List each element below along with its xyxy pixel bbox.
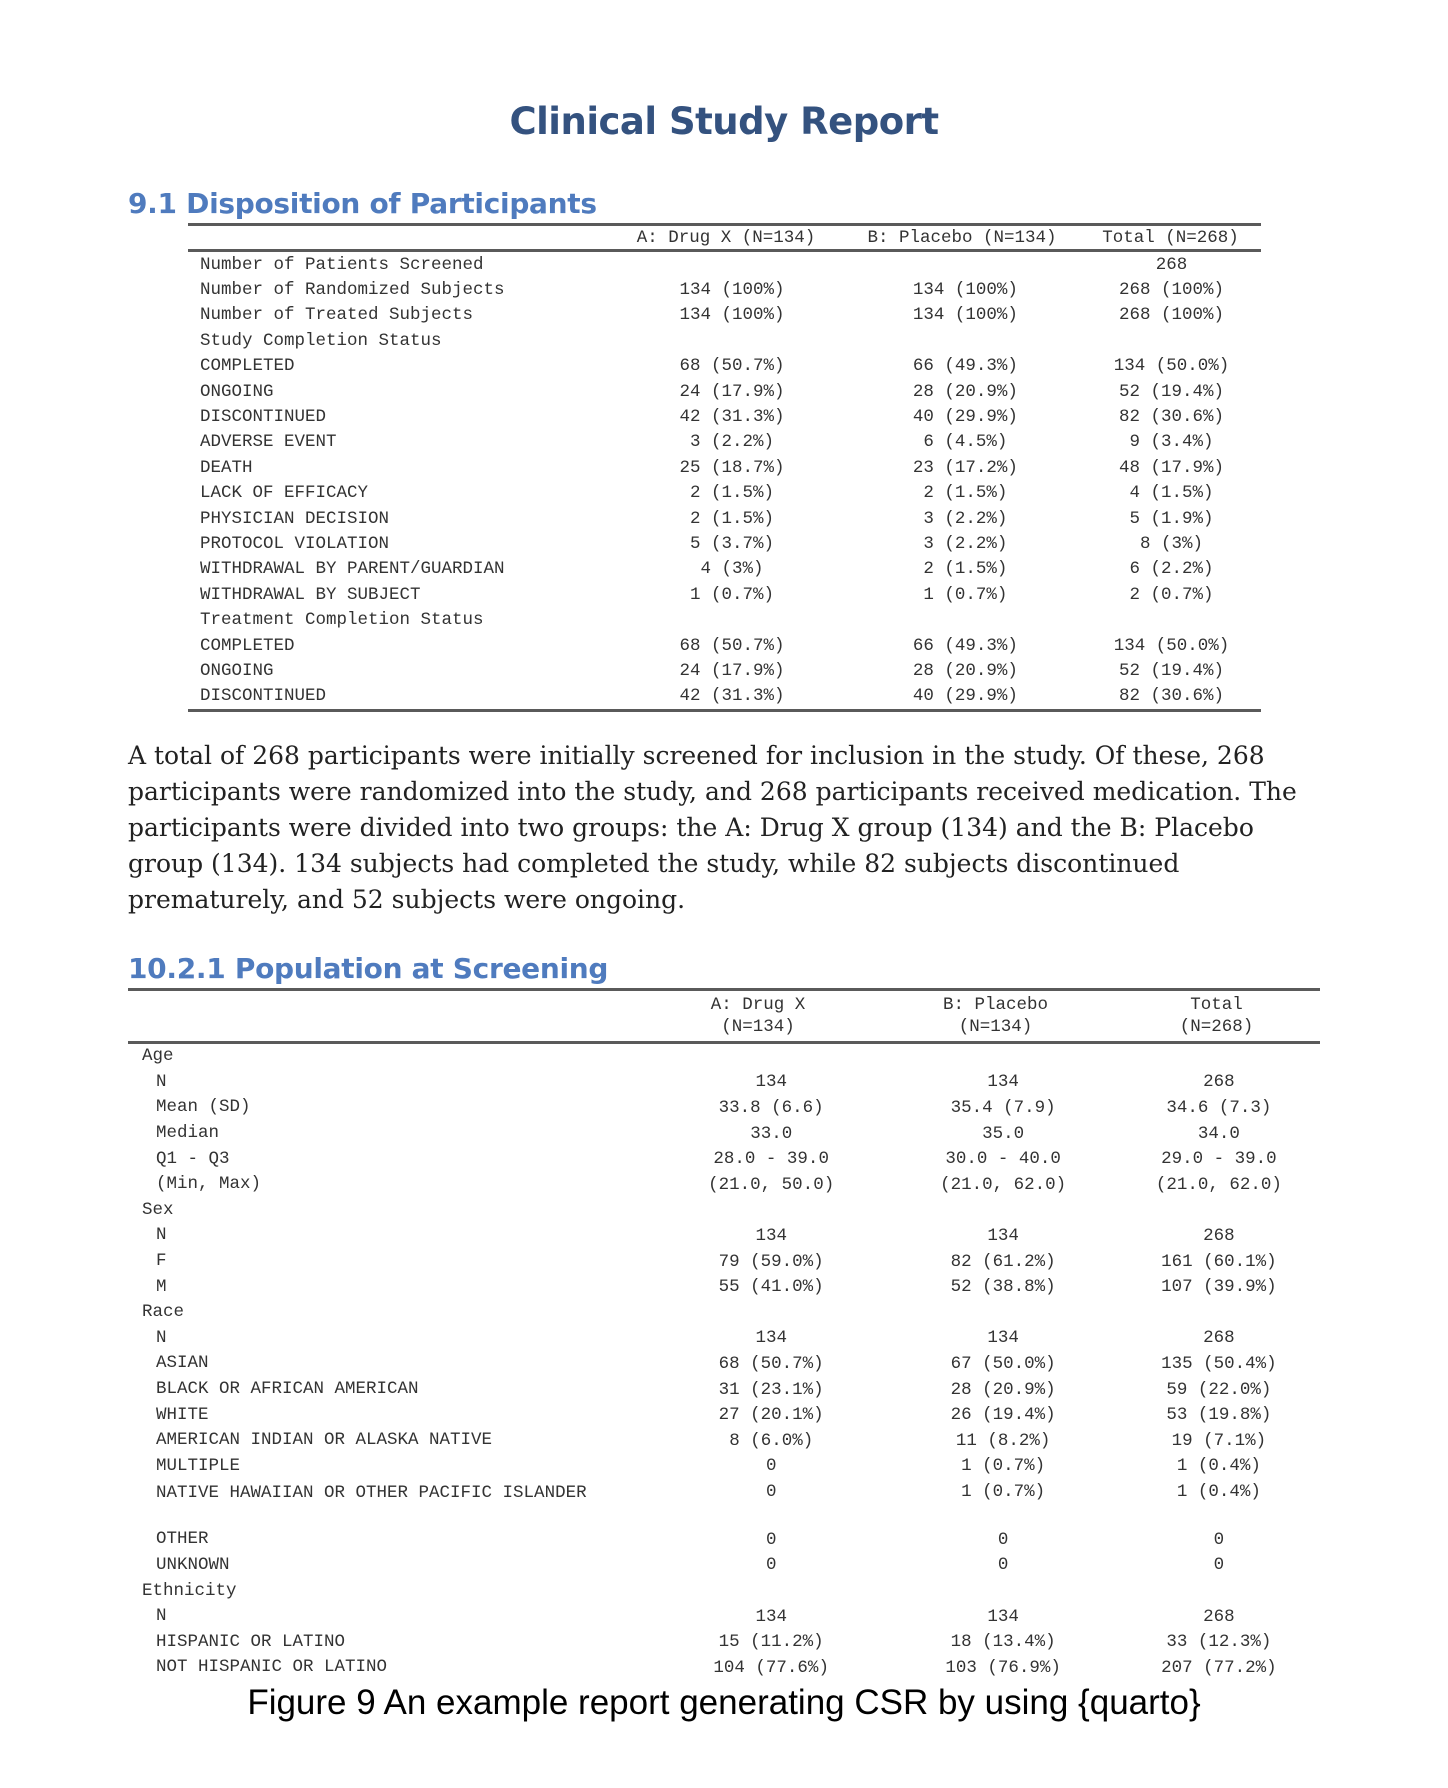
- table-cell: 1 (0.7%): [689, 584, 774, 605]
- table-cell: 5 (1.9%): [1129, 508, 1214, 529]
- table-cell: 134 (50.0%): [1113, 635, 1230, 656]
- table-row: [128, 1121, 1320, 1147]
- table-cell: (21.0, 50.0): [708, 1174, 835, 1195]
- table-cell: 34.6 (7.3): [1166, 1097, 1272, 1118]
- row-label: PHYSICIAN DECISION: [200, 508, 390, 529]
- table-cell: (21.0, 62.0): [1155, 1174, 1282, 1195]
- table-cell: 31 (23.1%): [718, 1379, 824, 1400]
- row-group-label: Age: [142, 1046, 174, 1067]
- table-cell: 34.0: [1197, 1123, 1240, 1144]
- population-table: [128, 988, 1320, 1681]
- row-group-label: Number of Patients Screened: [200, 254, 484, 275]
- table-cell: 29.0 - 39.0: [1161, 1149, 1277, 1170]
- table-cell: 135 (50.4%): [1161, 1353, 1277, 1374]
- row-label: F: [156, 1251, 167, 1272]
- column-header-name: Total: [1190, 995, 1243, 1015]
- table-cell: 66 (49.3%): [912, 635, 1018, 656]
- row-group-label: Study Completion Status: [200, 330, 442, 351]
- table-row: [128, 1454, 1320, 1480]
- table-cell: 40 (29.9%): [912, 686, 1018, 707]
- row-label: AMERICAN INDIAN OR ALASKA NATIVE: [156, 1430, 493, 1451]
- row-label: ASIAN: [156, 1353, 209, 1374]
- table-cell: 9 (3.4%): [1129, 432, 1214, 453]
- table-row: [128, 1300, 1320, 1326]
- column-header-drug-x: A: Drug X (N=134): [636, 227, 816, 248]
- table-cell: 33 (12.3%): [1166, 1632, 1272, 1653]
- table-cell: 134 (100%): [912, 280, 1018, 301]
- table-cell: 0: [765, 1482, 777, 1503]
- table-row: [188, 658, 1261, 683]
- table-cell: 52 (38.8%): [950, 1277, 1056, 1298]
- table-cell: 2 (1.5%): [689, 508, 774, 529]
- table-cell: 1 (0.7%): [923, 584, 1008, 605]
- table-row: [128, 1655, 1320, 1681]
- section-heading-population: 10.2.1 Population at Screening: [128, 952, 609, 985]
- table-cell: 82 (30.6%): [1118, 686, 1225, 707]
- table-cell: 28.0 - 39.0: [713, 1149, 829, 1170]
- table-row: [188, 354, 1261, 379]
- table-cell: 1 (0.4%): [1176, 1482, 1261, 1503]
- table-row: [188, 506, 1261, 531]
- table-row: [128, 1428, 1320, 1454]
- table-cell: 42 (31.3%): [679, 407, 785, 428]
- column-header-drug-x: [638, 994, 878, 1038]
- table-cell: 11 (8.2%): [955, 1430, 1051, 1451]
- table-cell: 79 (59.0%): [718, 1251, 824, 1272]
- row-label: ADVERSE EVENT: [200, 432, 337, 453]
- table-cell: 68 (50.7%): [679, 356, 785, 377]
- table-cell: 42 (31.3%): [679, 686, 785, 707]
- table-cell: 35.0: [982, 1123, 1025, 1144]
- table-cell: 5 (3.7%): [689, 533, 774, 554]
- table-cell: 0: [1213, 1529, 1225, 1550]
- row-label: OTHER: [156, 1529, 209, 1550]
- table-row: [128, 1479, 1320, 1527]
- row-label: M: [156, 1276, 167, 1297]
- table-row: [188, 328, 1261, 353]
- table-row: [188, 633, 1261, 658]
- table-cell: 27 (20.1%): [718, 1405, 824, 1426]
- table-row: [128, 1095, 1320, 1121]
- table-cell: 8 (6.0%): [729, 1430, 814, 1451]
- row-label: DISCONTINUED: [200, 407, 327, 428]
- table-row: [188, 277, 1261, 302]
- table-cell: 19 (7.1%): [1171, 1430, 1267, 1451]
- table-row: [128, 1326, 1320, 1352]
- table-cell: 134: [987, 1072, 1019, 1093]
- table-cell: 26 (19.4%): [950, 1405, 1056, 1426]
- table-cell: 8 (3%): [1139, 533, 1203, 554]
- table-cell: 18 (13.4%): [950, 1632, 1056, 1653]
- row-label: WITHDRAWAL BY PARENT/GUARDIAN: [200, 559, 505, 580]
- table-cell: 268: [1203, 1328, 1235, 1349]
- table-row: [188, 582, 1261, 607]
- table-cell: 268: [1203, 1225, 1235, 1246]
- table-cell: 68 (50.7%): [679, 635, 785, 656]
- table-cell: 134: [755, 1072, 787, 1093]
- table-row: [128, 1604, 1320, 1630]
- table-row: [128, 1198, 1320, 1224]
- table-cell: 67 (50.0%): [950, 1353, 1056, 1374]
- table-cell: 48 (17.9%): [1118, 457, 1225, 478]
- table-cell: 268: [1203, 1606, 1235, 1627]
- table-cell: 28 (20.9%): [950, 1379, 1056, 1400]
- table-row: [188, 607, 1261, 632]
- table-cell: 40 (29.9%): [912, 407, 1018, 428]
- table-cell: 4 (1.5%): [1129, 483, 1214, 504]
- column-header-n: (N=134): [721, 1017, 795, 1037]
- row-label: COMPLETED: [200, 635, 295, 656]
- table-cell: 82 (30.6%): [1118, 407, 1225, 428]
- row-group-label: Sex: [142, 1199, 174, 1220]
- table-cell: 2 (0.7%): [1129, 584, 1214, 605]
- row-label: DEATH: [200, 457, 253, 478]
- row-label: LACK OF EFFICACY: [200, 483, 369, 504]
- table-cell: 161 (60.1%): [1161, 1251, 1277, 1272]
- table-cell: 0: [997, 1555, 1009, 1576]
- section-heading-disposition: 9.1 Disposition of Participants: [128, 187, 597, 220]
- table-cell: 104 (77.6%): [713, 1657, 829, 1678]
- table-cell: 1 (0.4%): [1176, 1456, 1261, 1477]
- row-label: COMPLETED: [200, 356, 295, 377]
- table-cell: 3 (2.2%): [923, 533, 1008, 554]
- table-row: [188, 557, 1261, 582]
- row-label: (Min, Max): [156, 1174, 262, 1195]
- table-row: [128, 1070, 1320, 1096]
- table-cell: 53 (19.8%): [1166, 1405, 1272, 1426]
- table-row: [188, 404, 1261, 429]
- table-cell: 134: [987, 1225, 1019, 1246]
- row-group-label: Number of Randomized Subjects: [200, 280, 505, 301]
- table-cell: 1 (0.7%): [961, 1456, 1046, 1477]
- table-cell: 24 (17.9%): [679, 660, 785, 681]
- row-group-label: Race: [142, 1302, 185, 1323]
- table-cell: 4 (3%): [700, 559, 764, 580]
- table-cell: 134: [987, 1328, 1019, 1349]
- table-bottom-rule: [188, 709, 1261, 712]
- table-row: [128, 1044, 1320, 1070]
- table-cell: 35.4 (7.9): [950, 1097, 1056, 1118]
- table-row: [128, 1377, 1320, 1403]
- table-cell: 52 (19.4%): [1118, 381, 1225, 402]
- table-cell: 268 (100%): [1118, 305, 1225, 326]
- column-header-n: (N=134): [958, 1017, 1033, 1037]
- row-label: N: [156, 1225, 167, 1246]
- table-row: [128, 1249, 1320, 1275]
- table-row: [188, 430, 1261, 455]
- table-cell: 6 (2.2%): [1129, 559, 1214, 580]
- table-row: [128, 1351, 1320, 1377]
- column-header-name: B: Placebo: [942, 995, 1049, 1015]
- row-label: NOT HISPANIC OR LATINO: [156, 1657, 388, 1678]
- table-row: [188, 455, 1261, 480]
- table-cell: 28 (20.9%): [912, 660, 1018, 681]
- row-label: NATIVE HAWAIIAN OR OTHER PACIFIC ISLANDER: [156, 1483, 587, 1504]
- table-cell: 30.0 - 40.0: [945, 1149, 1061, 1170]
- table-cell: 134: [987, 1606, 1019, 1627]
- table-cell: 268: [1155, 254, 1188, 275]
- table-cell: 6 (4.5%): [923, 432, 1008, 453]
- table-cell: 25 (18.7%): [679, 457, 785, 478]
- table-cell: 134 (100%): [679, 305, 785, 326]
- table-row: [128, 1553, 1320, 1579]
- table-cell: 2 (1.5%): [923, 483, 1008, 504]
- table-cell: 0: [765, 1456, 777, 1477]
- row-label: Median: [156, 1123, 220, 1144]
- table-cell: 107 (39.9%): [1161, 1277, 1277, 1298]
- table-cell: 134 (50.0%): [1113, 356, 1230, 377]
- table-row: [188, 531, 1261, 556]
- table-cell: 55 (41.0%): [718, 1277, 824, 1298]
- table-cell: 0: [765, 1555, 777, 1576]
- row-label: N: [156, 1071, 167, 1092]
- table-row: [128, 1402, 1320, 1428]
- table-cell: 134: [755, 1606, 787, 1627]
- table-cell: 15 (11.2%): [718, 1632, 824, 1653]
- row-label: MULTIPLE: [156, 1455, 241, 1476]
- table-cell: 2 (1.5%): [923, 559, 1008, 580]
- table-header-row: [188, 226, 1261, 249]
- table-cell: 207 (77.2%): [1161, 1657, 1277, 1678]
- row-label: ONGOING: [200, 381, 274, 402]
- table-cell: 33.0: [750, 1123, 793, 1144]
- row-label: ONGOING: [200, 660, 274, 681]
- table-row: [128, 1146, 1320, 1172]
- table-cell: 3 (2.2%): [689, 432, 774, 453]
- table-cell: 28 (20.9%): [912, 381, 1018, 402]
- table-row: [188, 379, 1261, 404]
- row-label: DISCONTINUED: [200, 686, 327, 707]
- table-row: [128, 1223, 1320, 1249]
- row-label: PROTOCOL VIOLATION: [200, 533, 390, 554]
- table-cell: 24 (17.9%): [679, 381, 785, 402]
- summary-paragraph: A total of 268 participants were initially screened for inclusion in the study. Of these, 268 participants were randomized into the study, and 268 participants received medication. The participants were divided into two groups: the A: Drug X group (134) and the B: Placebo group (134). 134 subjects had completed the study, while 82 subjects discontinued prematurely, and 52 subjects were ongoing.: [128, 741, 1297, 914]
- population-table-body: [128, 1044, 1320, 1681]
- table-row: [128, 1578, 1320, 1604]
- table-row: [128, 1172, 1320, 1198]
- table-cell: 0: [765, 1529, 777, 1550]
- table-cell: 1 (0.7%): [961, 1482, 1046, 1503]
- column-header-placebo: B: Placebo (N=134): [867, 227, 1057, 248]
- table-cell: 134: [755, 1225, 787, 1246]
- table-cell: 68 (50.7%): [718, 1353, 824, 1374]
- table-row: [128, 1629, 1320, 1655]
- table-cell: 66 (49.3%): [912, 356, 1018, 377]
- table-cell: 23 (17.2%): [912, 457, 1018, 478]
- table-row: [188, 684, 1261, 709]
- table-cell: 0: [1213, 1555, 1225, 1576]
- table-row: [188, 481, 1261, 506]
- table-cell: 268: [1203, 1072, 1235, 1093]
- column-header-n: (N=268): [1179, 1017, 1254, 1037]
- table-cell: 0: [997, 1529, 1009, 1550]
- row-label: UNKNOWN: [156, 1554, 230, 1575]
- table-cell: 103 (76.9%): [945, 1657, 1061, 1678]
- table-row: [188, 303, 1261, 328]
- row-label: WHITE: [156, 1404, 209, 1425]
- column-header-name: A: Drug X: [710, 995, 806, 1015]
- column-header-placebo: [878, 994, 1113, 1038]
- table-header-row: [128, 991, 1320, 1041]
- table-cell: 134 (100%): [679, 280, 785, 301]
- row-label: WITHDRAWAL BY SUBJECT: [200, 584, 421, 605]
- table-cell: 59 (22.0%): [1166, 1379, 1272, 1400]
- table-row: [128, 1527, 1320, 1553]
- row-label: Q1 - Q3: [156, 1148, 230, 1169]
- row-label: Mean (SD): [156, 1097, 251, 1118]
- row-label: N: [156, 1327, 167, 1348]
- row-label: BLACK OR AFRICAN AMERICAN: [156, 1379, 419, 1400]
- table-cell: 268 (100%): [1118, 280, 1225, 301]
- disposition-table-body: [188, 252, 1261, 709]
- row-group-label: Number of Treated Subjects: [200, 305, 474, 326]
- table-cell: 33.8 (6.6): [718, 1097, 824, 1118]
- table-cell: 3 (2.2%): [923, 508, 1008, 529]
- row-group-label: Ethnicity: [142, 1580, 237, 1601]
- table-cell: (21.0, 62.0): [940, 1174, 1067, 1195]
- table-cell: 2 (1.5%): [689, 483, 774, 504]
- table-cell: 134 (100%): [912, 305, 1018, 326]
- row-group-label: Treatment Completion Status: [200, 610, 484, 631]
- disposition-table: [188, 223, 1261, 712]
- document-title: Clinical Study Report: [509, 100, 939, 143]
- column-header-total: [1113, 994, 1320, 1038]
- table-row: [188, 252, 1261, 277]
- table-cell: 134: [755, 1328, 787, 1349]
- table-cell: 82 (61.2%): [950, 1251, 1056, 1272]
- table-row: [128, 1274, 1320, 1300]
- table-cell: 52 (19.4%): [1118, 660, 1225, 681]
- row-label: HISPANIC OR LATINO: [156, 1631, 346, 1652]
- figure-caption: Figure 9 An example report generating CSR by using {quarto}: [247, 1683, 1201, 1722]
- row-label: N: [156, 1606, 167, 1627]
- column-header-total: Total (N=268): [1102, 227, 1239, 248]
